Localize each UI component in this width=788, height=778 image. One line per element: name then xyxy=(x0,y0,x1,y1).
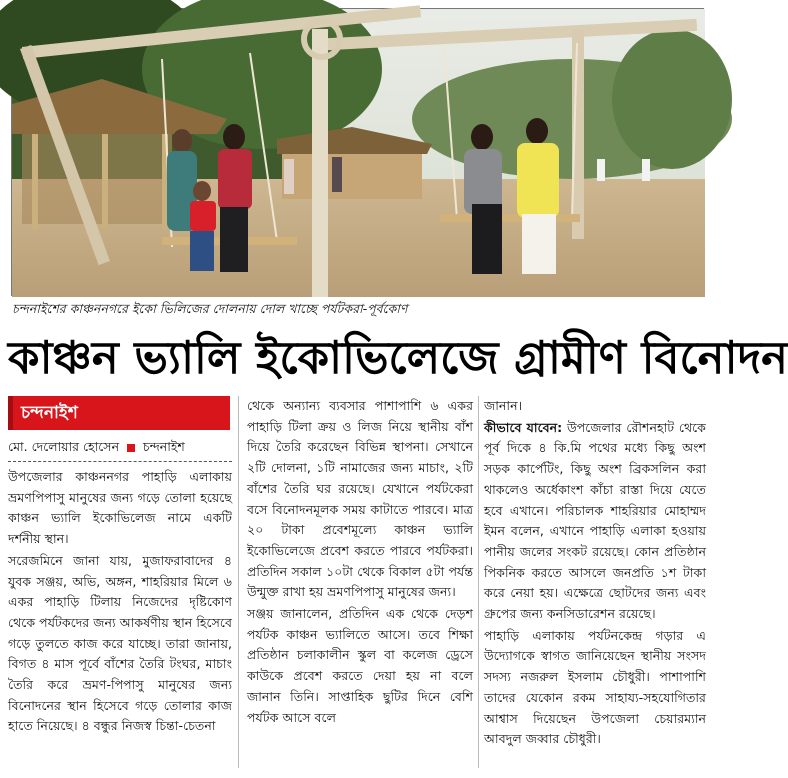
article-column-3 xyxy=(484,396,706,751)
column-divider xyxy=(238,396,239,768)
article-paragraph xyxy=(484,418,706,625)
article-paragraph: জানান। xyxy=(484,398,523,413)
article-paragraph: পাহাড়ি এলাকায় পর্যটনকেন্দ্র গড়ার এ উদ্যোগকে স্বাগত জানিয়েছেন স্থানীয় সংসদ সদস্য নজরুল ইসলাম চৌধুরী। পাশাপাশি তাদের যেকোন রকম সাহায্য-সহযোগিতার আশ্বাস দিয়েছেন উপজেলা চেয়ারম্যান আবদুল জব্বার চৌধুরী। xyxy=(484,627,706,747)
byline-place: চন্দনাইশ xyxy=(143,439,185,454)
section-tag: চন্দনাইশ xyxy=(8,396,230,430)
byline-author: মো. দেলোয়ার হোসেন xyxy=(8,439,120,454)
column-divider xyxy=(478,396,479,768)
article-paragraph: সরেজমিনে জানা যায়, মুজাফরাবাদের ৪ যুবক সঞ্জয়, অভি, অঙ্গন, শাহরিয়ার মিলে ৬ একর পাহাড়ি টিলায় নিজেদের দৃষ্টিকোণ থেকে পর্যটকদের জন্য আকর্ষণীয় স্থান হিসেবে গড়ে তুলতে কাজ করে যাচ্ছে। তারা জানায়, বিগত ৪ মাস পূর্বে বাঁশের তৈরি টংঘর, মাচাং তৈরি করে ভ্রমণ-পিপাসু মানুষের জন্য বিনোদনের স্থান হিসেবে গড়ে তোলার কাজ হাতে নিয়েছে। ৪ বন্ধুর নিজস্ব চিন্তা-চেতনা xyxy=(8,552,232,734)
article-column-1 xyxy=(8,396,232,738)
subheading-how-to-go: কীভাবে যাবেন: xyxy=(484,419,563,435)
square-bullet-icon xyxy=(127,444,135,452)
swing-photo-illustration xyxy=(12,9,705,297)
article-paragraph: সঞ্জয় জানালেন, প্রতিদিন এক থেকে দেড়শ পর্যটক কাঞ্চন ভ্যালিতে আসে। তবে শিক্ষা প্রতিষ্ঠান চলাকালীন স্কুল বা কলেজ ড্রেসে কাউকে প্রবেশ করতে দেয়া হয় না বলে জানান তিনি। সাপ্তাহিক ছুটির দিনে বেশি পর্যটক আসে বলে xyxy=(247,606,473,725)
article-column-2 xyxy=(247,396,473,729)
article-paragraph: উপজেলার কাঞ্চননগর পাহাড়ি এলাকায় ভ্রমণপিপাসু মানুষের জন্য গড়ে তোলা হয়েছে কাঞ্চন ভ্যালি ইকোভিলেজ নামে একটি দর্শনীয় স্থান। xyxy=(8,469,232,547)
photo-caption: চন্দনাইশের কাঞ্চননগরে ইকো ভিলিজের দোলনায় দোল খাচ্ছে পর্যটকরা-পূর্বকোণ xyxy=(12,301,408,316)
news-photo xyxy=(11,8,704,296)
article-paragraph: থেকে অন্যান্য ব্যবসার পাশাপাশি ৬ একর পাহাড়ি টিলা ক্রয় ও লিজ নিয়ে স্থানীয় বাঁশ দিয়ে তৈরি করেছেন বিভিন্ন স্থাপনা। সেখানে ২টি দোলনা, ১টি নামাজের জন্য মাচাং, ২টি বাঁশের তৈরি ঘর রয়েছে। যেখানে পর্যটকেরা বসে বিনোদনমূলক সময় কাটাতে পারবে। মাত্র ২০ টাকা প্রবেশমূল্যে কাঞ্চন ভ্যালি ইকোভিলেজে প্রবেশ করতে পারবে পর্যটকরা। প্রতিদিন সকাল ১০টা থেকে বিকাল ৫টা পর্যন্ত উন্মুক্ত রাখা হয় ভ্রমণপিপাসু মানুষের জন্য। xyxy=(247,398,473,600)
headline: কাঞ্চন ভ্যালি ইকোভিলেজে গ্রামীণ বিনোদন xyxy=(8,331,788,384)
article-text: উপজেলার রৌশনহাট থেকে পূর্ব দিকে ৪ কি.মি পথের মধ্যে কিছু অংশ সড়ক কার্পেটিং, কিছু অংশ ব্রিকসলিন করা থাকলেও অর্ধেকাংশ কাঁচা রাস্তা দিয়ে যেতে হবে এখানে। পরিচালক শাহরিয়ার মোহাম্মদ ইমন বলেন, এখানে পাহাড়ি এলাকা হওয়ায় পানীয় জলের সংকট রয়েছে। কোন প্রতিষ্ঠান পিকনিক করতে আসলে জনপ্রতি ১শ টাকা করে নেয়া হয়। এক্ষেত্রে ছোটদের জন্য এবং গ্রুপের জন্য কনসিডারেশন রয়েছে। xyxy=(484,419,706,622)
byline xyxy=(8,430,232,462)
